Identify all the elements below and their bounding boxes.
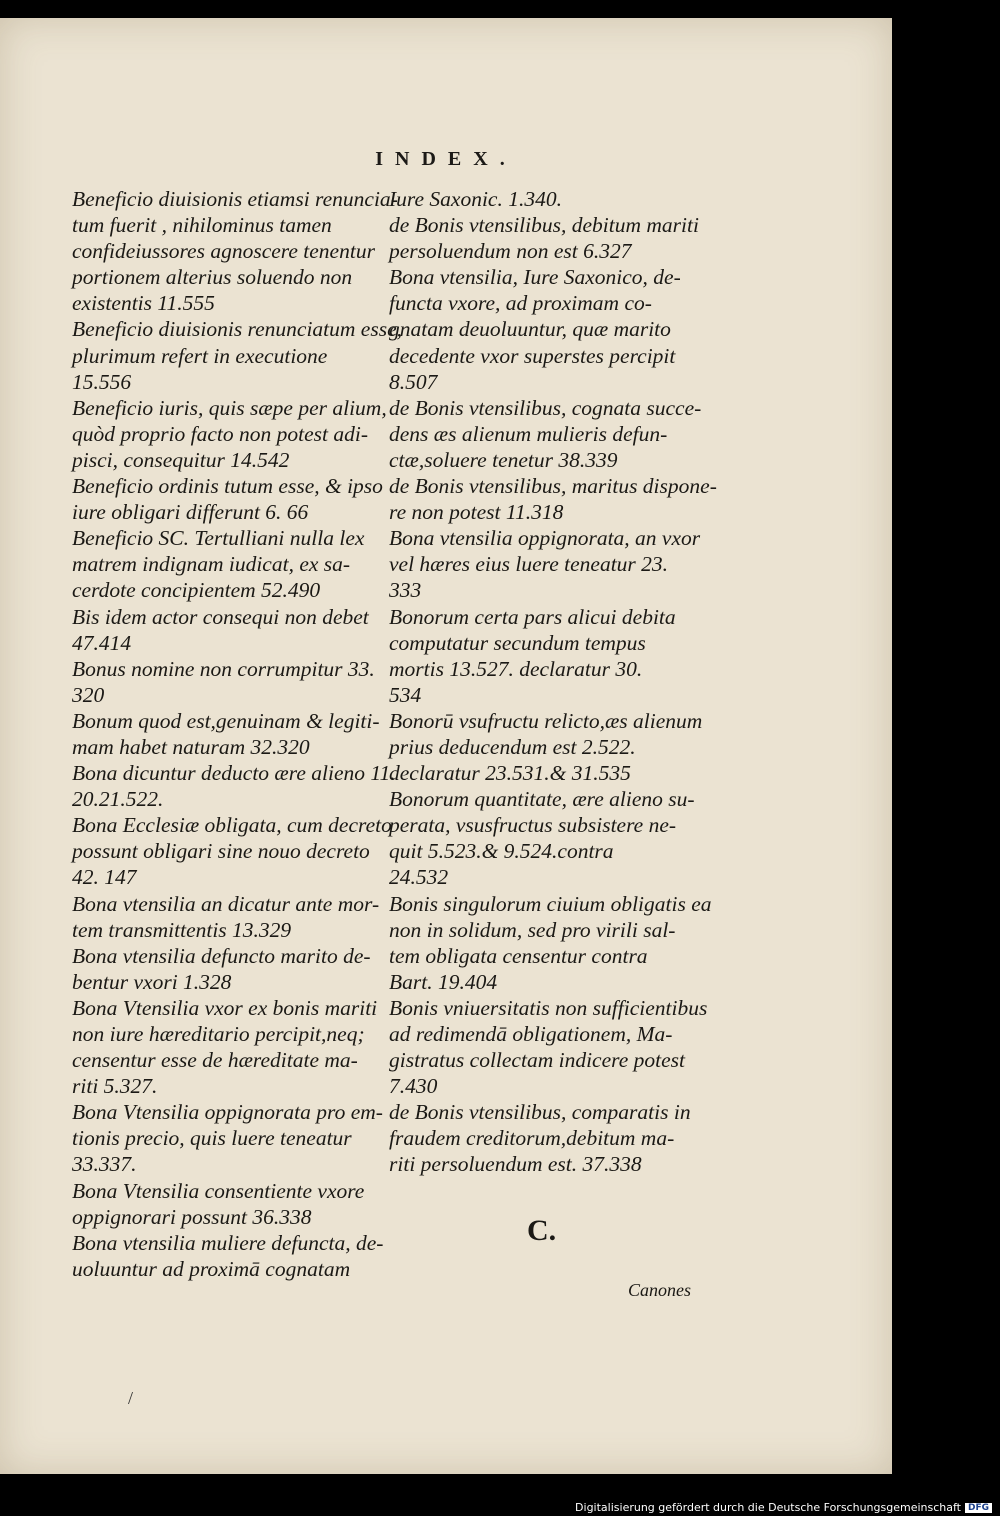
index-column-left (72, 186, 403, 1282)
index-entry-line: decedente vxor superstes percipit (389, 343, 676, 368)
index-entry-line: possunt obligari sine nouo decreto (72, 839, 370, 864)
index-entry-line: declaratur 23.531.& 31.535 (389, 761, 631, 786)
section-letter: C. (527, 1214, 557, 1247)
index-entry-line: tum fuerit , nihilominus tamen (72, 213, 332, 238)
index-entry-line: 7.430 (389, 1074, 438, 1099)
index-entry-line: Bona vtensilia muliere defuncta, de- (72, 1230, 384, 1255)
index-entry-line: Beneficio diuisionis etiamsi renuncia- (72, 187, 398, 211)
bottom-mark: / (128, 1388, 134, 1408)
index-entry-line: quòd proprio facto non potest adi- (72, 421, 369, 446)
index-entry-line: non iure hæreditario percipit,neq; (72, 1022, 365, 1046)
index-entry-line: Bona Vtensilia vxor ex bonis mariti (72, 995, 378, 1020)
index-entry-line: Bonum quod est,genuinam & legiti- (72, 708, 380, 733)
index-entry-line: oppignorari possunt 36.338 (72, 1204, 312, 1229)
footer-text: Digitalisierung gefördert durch die Deutsche Forschungsgemeinschaft (575, 1501, 961, 1514)
index-entry-line: quit 5.523.& 9.524.contra (389, 839, 614, 864)
index-entry-line: vel hæres eius luere teneatur 23. (389, 552, 669, 577)
index-entry-line: tem transmittentis 13.329 (72, 917, 292, 942)
index-entry-line: matrem indignam iudicat, ex sa- (72, 552, 351, 577)
index-entry-line: 320 (72, 682, 105, 707)
index-entry-line: Bona vtensilia defuncto marito de- (72, 943, 371, 968)
index-entry-line: non in solidum, sed pro virili sal- (389, 917, 676, 942)
index-entry-line: Bonorum quantitate, ære alieno su- (389, 787, 695, 812)
index-entry-line: computatur secundum tempus (389, 630, 646, 655)
index-entry-line: de Bonis vtensilibus, cognata succe- (389, 395, 702, 420)
index-entry-line: 333 (389, 578, 422, 603)
index-entry-line: Bonis vniuersitatis non sufficientibus (389, 995, 708, 1020)
index-entry-line: iure obligari differunt 6. 66 (72, 500, 309, 525)
page-header: INDEX. (375, 148, 517, 170)
index-entry-line: perata, vsusfructus subsistere ne- (389, 813, 677, 838)
index-entry-line: existentis 11.555 (72, 291, 215, 316)
index-entry-line: dens æs alienum mulieris defun- (389, 421, 668, 446)
index-entry-line: de Bonis vtensilibus, maritus dispone- (389, 474, 717, 499)
index-entry-line: re non potest 11.318 (389, 500, 564, 525)
index-entry-line: 20.21.522. (72, 787, 164, 812)
index-entry-line: cerdote concipientem 52.490 (72, 578, 321, 603)
index-entry-line: Bis idem actor consequi non debet (72, 604, 369, 629)
index-entry-line: mortis 13.527. declaratur 30. (389, 656, 643, 681)
index-entry-line: Bonorum certa pars alicui debita (389, 604, 676, 629)
index-entry-line: Bona Vtensilia consentiente vxore (72, 1178, 365, 1203)
index-entry-line: Bona vtensilia an dicatur ante mor- (72, 891, 380, 916)
index-entry-line: 47.414 (72, 630, 132, 655)
index-entry-line: Bona Ecclesiæ obligata, cum decreto (72, 813, 392, 838)
index-entry-line: Bona dicuntur deducto ære alieno 11. (72, 761, 396, 786)
index-entry-line: prius deducendum est 2.522. (389, 734, 636, 759)
index-entry-line: functa vxore, ad proximam co- (389, 291, 652, 316)
index-entry-line: 24.532 (389, 865, 449, 890)
index-entry-line: 42. 147 (72, 865, 137, 890)
index-entry-line: 8.507 (389, 369, 438, 394)
index-entry-line: riti 5.327. (72, 1074, 158, 1099)
index-entry-line: 33.337. (72, 1152, 137, 1177)
index-entry-line: mam habet naturam 32.320 (72, 734, 310, 759)
index-entry-line: Bona Vtensilia oppignorata pro em- (72, 1100, 383, 1125)
index-entry-line: Bonis singulorum ciuium obligatis ea (389, 891, 712, 916)
index-entry-line: Beneficio ordinis tutum esse, & ipso (72, 474, 383, 499)
index-entry-line: ad redimendā obligationem, Ma- (389, 1022, 673, 1046)
index-entry-line: portionem alterius soluendo non (72, 265, 353, 290)
index-entry-line: Bona vtensilia, Iure Saxonico, de- (389, 265, 681, 290)
digitization-footer (575, 1501, 992, 1514)
dfg-logo-icon: DFG (965, 1503, 992, 1513)
index-entry-line: fraudem creditorum,debitum ma- (389, 1126, 675, 1151)
index-entry-line: de Bonis vtensilibus, debitum mariti (389, 213, 699, 238)
index-entry-line: ctæ,soluere tenetur 38.339 (389, 447, 618, 472)
index-entry-line: censentur esse de hæreditate ma- (72, 1048, 358, 1073)
index-entry-line: uoluuntur ad proximā cognatam (72, 1256, 351, 1281)
catchword: Canones (628, 1280, 691, 1300)
index-entry-line: Iure Saxonic. 1.340. (389, 187, 562, 211)
book-page (0, 18, 892, 1474)
index-entry-line: tionis precio, quis luere teneatur (72, 1126, 352, 1151)
index-entry-line: 15.556 (72, 369, 132, 394)
index-entry-line: Beneficio diuisionis renunciatum esse, (72, 317, 403, 342)
index-entry-line: tem obligata censentur contra (389, 943, 648, 968)
index-entry-line: bentur vxori 1.328 (72, 969, 232, 994)
index-entry-line: pisci, consequitur 14.542 (72, 447, 290, 472)
index-entry-line: 534 (389, 682, 422, 707)
index-entry-line: de Bonis vtensilibus, comparatis in (389, 1100, 691, 1125)
index-entry-line: Beneficio iuris, quis sæpe per alium, (72, 395, 387, 420)
index-column-right (389, 186, 717, 1178)
index-entry-line: plurimum refert in executione (72, 343, 328, 368)
index-entry-line: gistratus collectam indicere potest (389, 1048, 685, 1073)
index-entry-line: Bart. 19.404 (389, 969, 498, 994)
index-entry-line: Bonus nomine non corrumpitur 33. (72, 656, 375, 681)
index-entry-line: persoluendum non est 6.327 (389, 239, 632, 264)
index-entry-line: Bonorū vsufructu relicto,æs alienum (389, 708, 703, 733)
index-entry-line: riti persoluendum est. 37.338 (389, 1152, 642, 1177)
index-entry-line: confideiussores agnoscere tenentur (72, 239, 375, 264)
index-entry-line: Bona vtensilia oppignorata, an vxor (389, 526, 701, 551)
index-entry-line: Beneficio SC. Tertulliani nulla lex (72, 526, 365, 551)
index-entry-line: gnatam deuoluuntur, quæ marito (389, 317, 671, 342)
